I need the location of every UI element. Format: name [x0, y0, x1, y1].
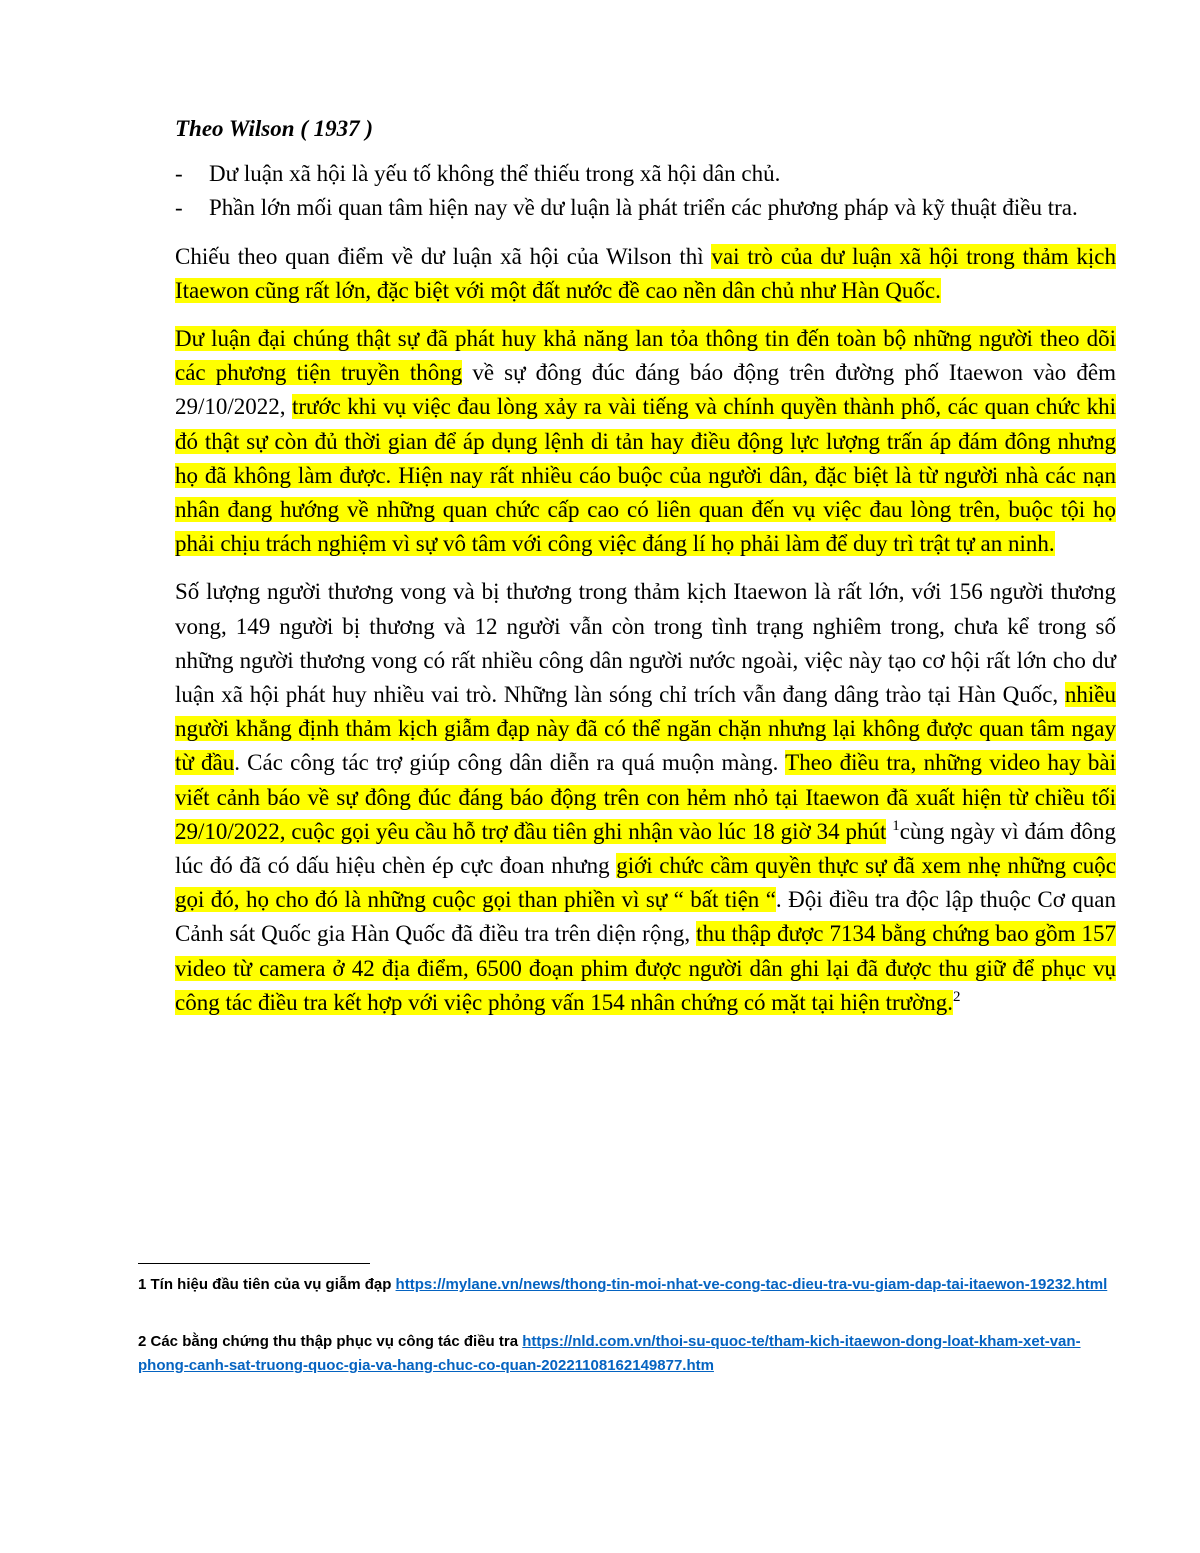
bullet-text: Phần lớn mối quan tâm hiện nay về dư luận là phát triển các phương pháp và kỹ thuật điều tra. — [209, 195, 1078, 221]
footnote-2 — [138, 1330, 1108, 1378]
plain-text: . Các công tác trợ giúp công dân diễn ra quá muộn màng. — [234, 750, 786, 776]
highlighted-text: Dư luận đại chúng thật sự đã phát huy khả năng lan tỏa thông tin đến toàn bộ những người theo dõi các phương tiện truyền thông — [175, 326, 1116, 386]
highlighted-text: nhiều người khẳng định thảm kịch giẫm đạp này đã có thể ngăn chặn nhưng lại không được quan tâm ngay từ đầu — [175, 682, 1116, 776]
footnote-1 — [138, 1273, 1108, 1297]
document-body — [175, 112, 1116, 1034]
bullet-text: Dư luận xã hội là yếu tố không thể thiếu trong xã hội dân chủ. — [209, 161, 781, 187]
highlighted-text: giới chức cầm quyền thực sự đã xem nhẹ những cuộc gọi đó, họ cho đó là những cuộc gọi than phiền vì sự “ bất tiện “ — [175, 853, 1116, 913]
section-heading: Theo Wilson ( 1937 ) — [175, 116, 374, 141]
footnote-ref-2[interactable]: 2 — [953, 988, 961, 1005]
footnote-divider — [138, 1263, 370, 1264]
plain-text: cùng ngày vì đám đông lúc đó đã có dấu hiệu chèn ép cực đoan nhưng — [175, 818, 1116, 879]
paragraph-wilson-view — [175, 240, 1116, 308]
footnotes — [138, 1273, 1108, 1411]
plain-text: về sự đông đúc đáng báo động trên đường phố Itaewon vào đêm 29/10/2022, — [175, 360, 1116, 420]
footnote-text: 2 Các bằng chứng thu thập phục vụ công tác điều tra — [138, 1333, 523, 1350]
bullet-list — [175, 157, 1116, 225]
plain-text: Chiếu theo quan điểm về dư luận xã hội của Wilson thì — [175, 243, 712, 269]
paragraph-public-opinion — [175, 322, 1116, 561]
footnote-text: 1 Tín hiệu đầu tiên của vụ giẫm đạp — [138, 1276, 396, 1293]
plain-text: Số lượng người thương vong và bị thương trong thảm kịch Itaewon là rất lớn, với 156 người thương vong, 149 người bị thương và 12 người vẫn còn trong tình trạng nghiêm trong, chưa kể trong số những người thương vong có rất nhiều công dân người nước ngoài, việc này tạo cơ hội rất lớn cho dư luận xã hội phát huy nhiều vai trò. Những làn sóng chỉ trích vẫn đang dâng trào tại Hàn Quốc, — [175, 579, 1116, 708]
highlighted-text: vai trò của dư luận xã hội trong thảm kịch Itaewon cũng rất lớn, đặc biệt với một đất nước đề cao nền dân chủ như Hàn Quốc. — [175, 243, 1116, 303]
highlighted-text: Theo điều tra, những video hay bài viết cảnh báo về sự đông đúc đáng báo động trên con hẻm nhỏ tại Itaewon đã xuất hiện từ chiều tối 29/10/2022, cuộc gọi yêu cầu hỗ trợ đầu tiên ghi nhận vào lúc 18 giờ 34 phút — [175, 750, 1116, 844]
plain-text: . Đội điều tra độc lập thuộc Cơ quan Cảnh sát Quốc gia Hàn Quốc đã điều tra trên diện rộng, — [175, 887, 1116, 947]
bullet-item: - Phần lớn mối quan tâm hiện nay về dư luận là phát triển các phương pháp và kỹ thuật điều tra. — [175, 195, 1078, 221]
footnote-link-1[interactable]: https://mylane.vn/news/thong-tin-moi-nhat-ve-cong-tac-dieu-tra-vu-giam-dap-tai-itaewon-19232.html — [395, 1276, 1108, 1293]
highlighted-text: thu thập được 7134 bằng chứng bao gồm 157 video từ camera ở 42 địa điểm, 6500 đoạn phim được người dân ghi lại đã được thu giữ để phục vụ công tác điều tra kết hợp với việc phỏng vấn 154 nhân chứng có mặt tại hiện trường. — [175, 921, 1116, 1015]
footnote-link-2[interactable]: https://nld.com.vn/thoi-su-quoc-te/tham-kich-itaewon-dong-loat-kham-xet-van-phong-canh-sat-truong-quoc-gia-va-hang-chuc-co-quan-20221108162149877.htm — [138, 1333, 1081, 1374]
footnote-ref-1[interactable]: 1 — [892, 817, 900, 834]
highlighted-text: trước khi vụ việc đau lòng xảy ra vài tiếng và chính quyền thành phố, các quan chức khi đó thật sự còn đủ thời gian để áp dụng lệnh di tản hay điều động lực lượng trấn áp đám đông nhưng họ đã không làm được. Hiện nay rất nhiều cáo buộc của người dân, đặc biệt là từ người nhà các nạn nhân đang hướng về những quan chức cấp cao có liên quan đến vụ việc đau lòng trên, buộc tội họ phải chịu trách nghiệm vì sự vô tâm với công việc đáng lí họ phải làm để duy trì trật tự an ninh. — [175, 394, 1116, 557]
paragraph-casualties — [175, 575, 1116, 1020]
bullet-item: - Dư luận xã hội là yếu tố không thể thiếu trong xã hội dân chủ. — [175, 161, 781, 187]
